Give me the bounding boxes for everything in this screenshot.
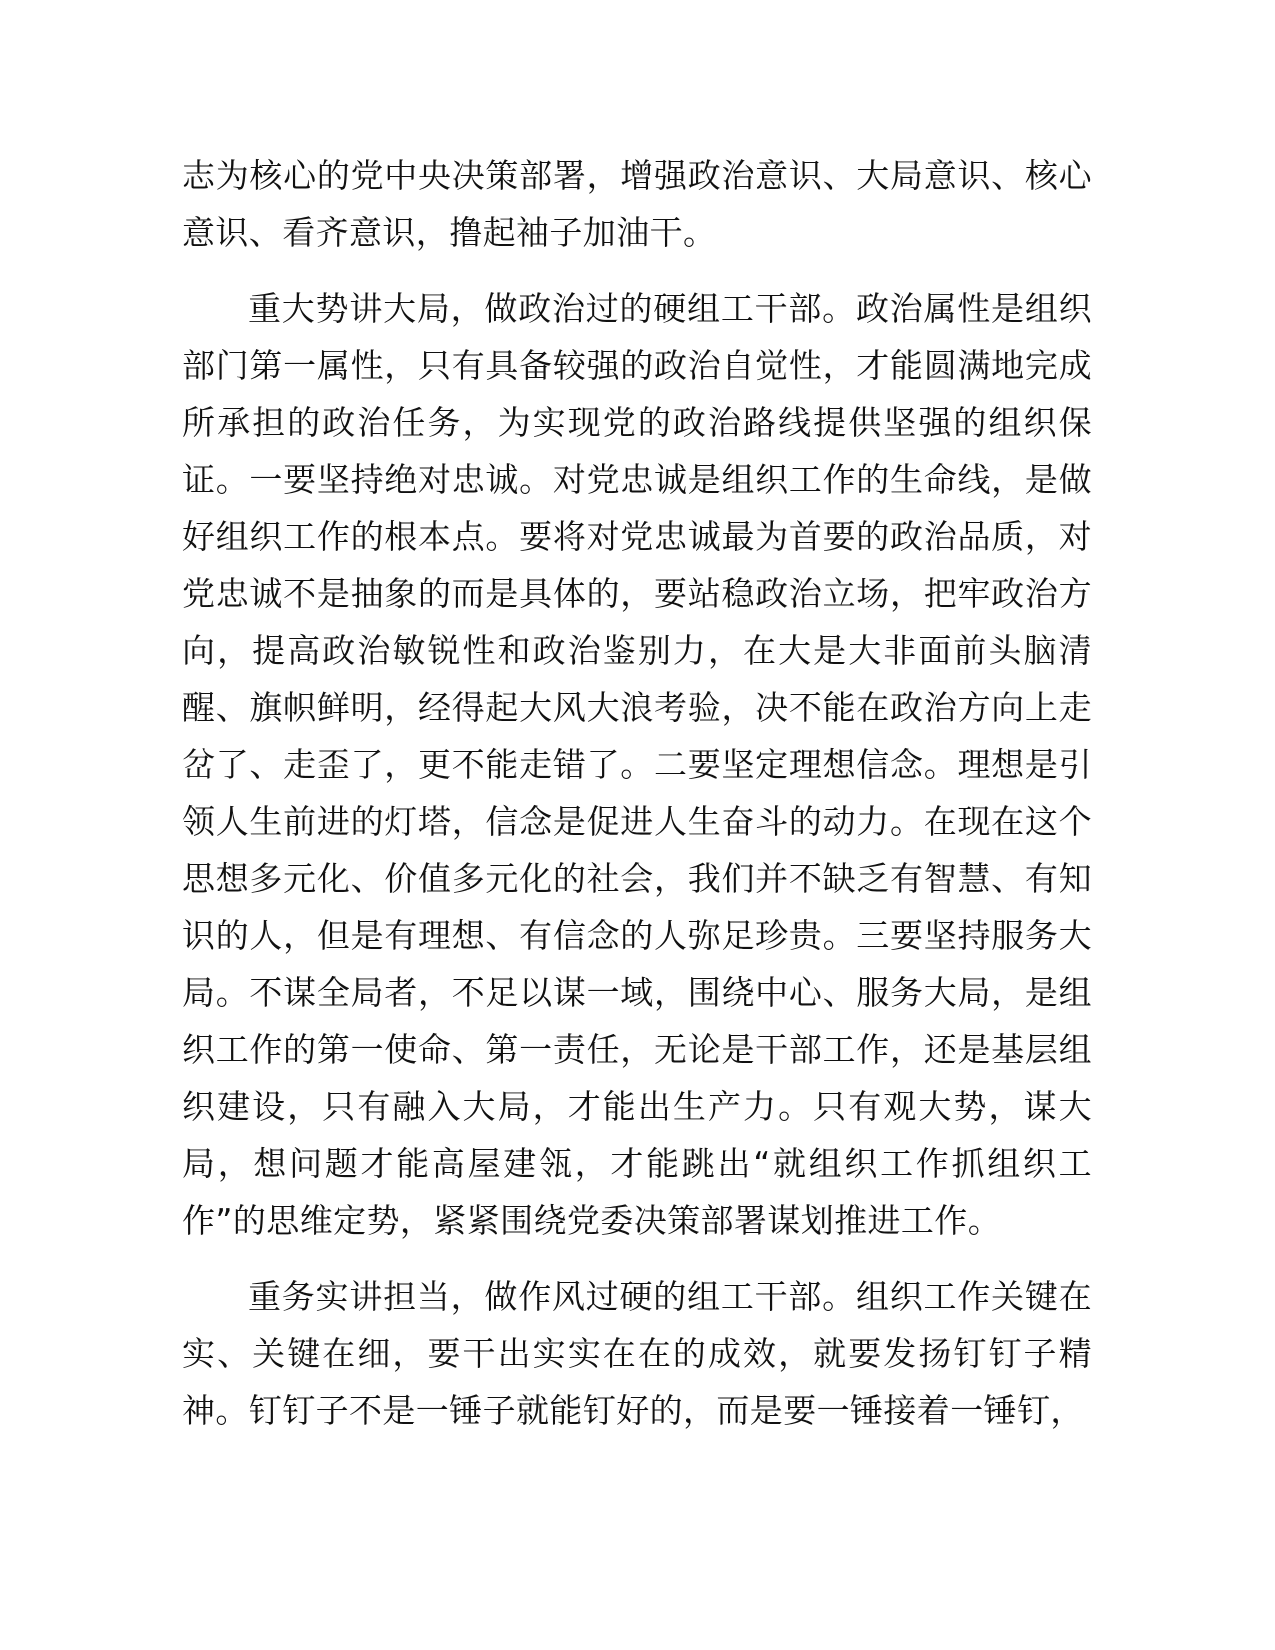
paragraph-practical-work: 重务实讲担当，做作风过硬的组工干部。组织工作关键在实、关键在细，要干出实实在在的成效，就要发扬钉钉子精神。钉钉子不是一锤子就能钉好的，而是要一锤接着一锤钉， <box>182 1277 1092 1430</box>
paragraph-continuation: 志为核心的党中央决策部署，增强政治意识、大局意识、核心意识、看齐意识，撸起袖子加油干。 <box>182 156 1092 252</box>
paragraph-political-loyalty: 重大势讲大局，做政治过的硬组工干部。政治属性是组织部门第一属性，只有具备较强的政治自觉性，才能圆满地完成所承担的政治任务，为实现党的政治路线提供坚强的组织保证。一要坚持绝对忠诚。对党忠诚是组织工作的生命线，是做好组织工作的根本点。要将对党忠诚最为首要的政治品质，对党忠诚不是抽象的而是具体的，要站稳政治立场，把牢政治方向，提高政治敏锐性和政治鉴别力，在大是大非面前头脑清醒、旗帜鲜明，经得起大风大浪考验，决不能在政治方向上走岔了、走歪了，更不能走错了。二要坚定理想信念。理想是引领人生前进的灯塔，信念是促进人生奋斗的动力。在现在这个思想多元化、价值多元化的社会，我们并不缺乏有智慧、有知识的人，但是有理想、有信念的人弥足珍贵。三要坚持服务大局。不谋全局者，不足以谋一域，围绕中心、服务大局，是组织工作的第一使命、第一责任，无论是干部工作，还是基层组织建设，只有融入大局，才能出生产力。只有观大势，谋大局，想问题才能高屋建瓴，才能跳出“就组织工作抓组织工作”的思维定势，紧紧围绕党委决策部署谋划推进工作。 <box>182 289 1092 1240</box>
document-body <box>182 147 1092 1439</box>
